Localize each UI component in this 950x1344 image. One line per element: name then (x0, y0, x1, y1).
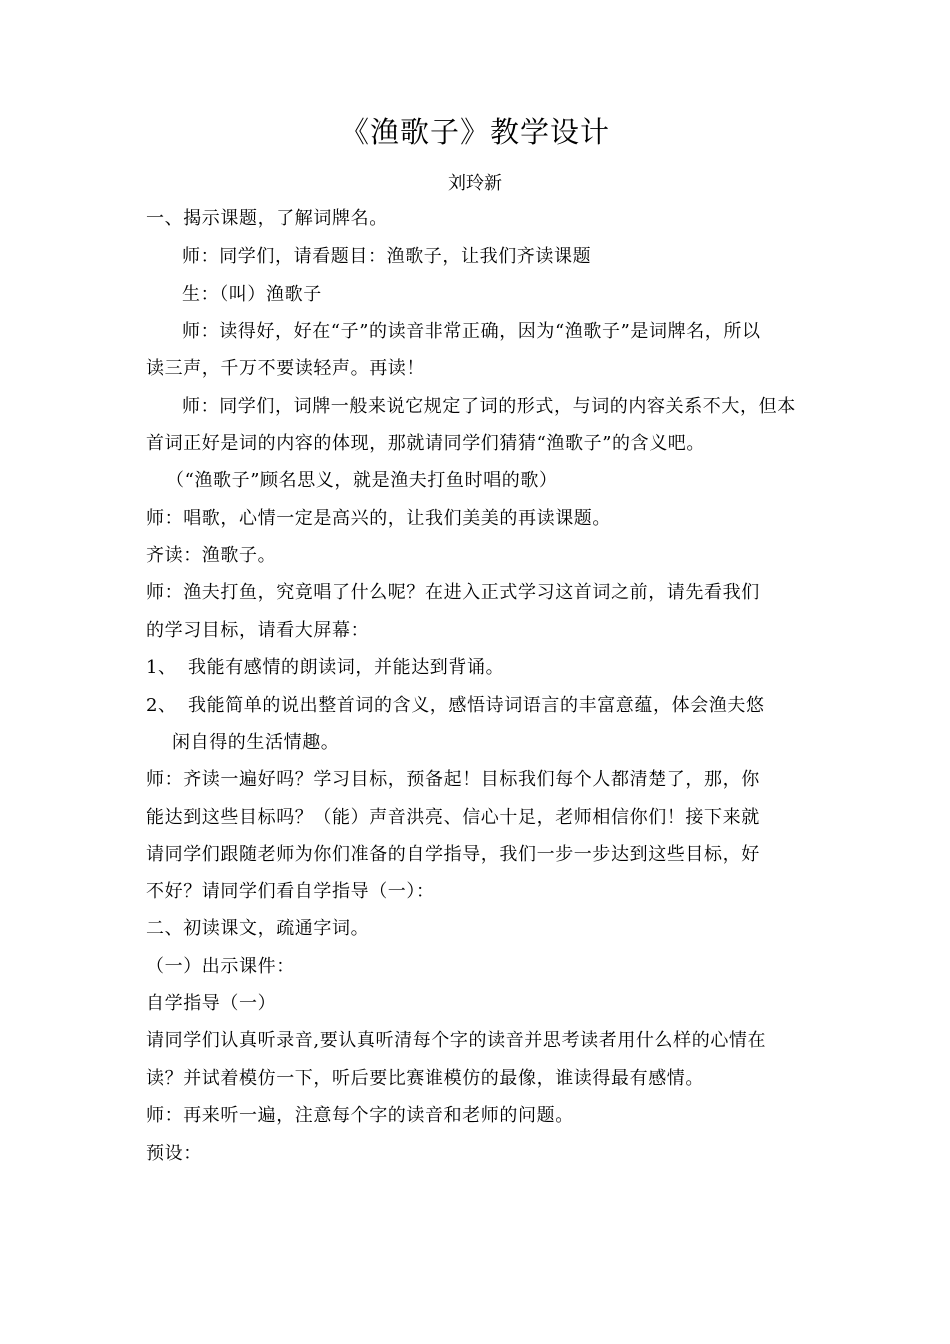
section-heading: 一、揭示课题，了解词牌名。 (146, 208, 388, 229)
paragraph-line: 生：（叫）渔歌子 (182, 284, 322, 305)
paragraph-line: 请同学们认真听录音,要认真听清每个字的读音并思考读者用什么样的心情在 (146, 1030, 767, 1051)
paragraph-line: （一）出示课件： (146, 956, 295, 977)
paragraph-line: 能达到这些目标吗？（能）声音洪亮、信心十足，老师相信你们！接下来就 (146, 807, 760, 828)
section-heading: 二、初读课文，疏通字词。 (146, 918, 370, 939)
paragraph-line: 请同学们跟随老师为你们准备的自学指导，我们一步一步达到这些目标，好 (146, 844, 760, 865)
paragraph-line: 读三声，千万不要读轻声。再读！ (146, 358, 425, 379)
list-item-text: 我能简单的说出整首词的含义，感悟诗词语言的丰富意蕴，体会渔夫悠 (188, 695, 765, 716)
list-item (146, 692, 826, 720)
paragraph-line: 师：读得好，好在“子”的读音非常正确，因为“渔歌子”是词牌名，所以 (182, 321, 761, 342)
list-number: 1、 (146, 657, 177, 678)
paragraph-line: 师：渔夫打鱼，究竟唱了什么呢？在进入正式学习这首词之前，请先看我们 (146, 582, 760, 603)
paragraph-line: 的学习目标，请看大屏幕： (146, 620, 370, 641)
paragraph-line: 师：同学们，词牌一般来说它规定了词的形式，与词的内容关系不大，但本 (182, 396, 796, 417)
paragraph-line: （“渔歌子”顾名思义，就是渔夫打鱼时唱的歌） (166, 470, 558, 491)
paragraph-line: 师：唱歌，心情一定是高兴的，让我们美美的再读课题。 (146, 508, 611, 529)
list-item-continuation: 闲自得的生活情趣。 (172, 732, 340, 753)
list-item-text: 我能有感情的朗读词，并能达到背诵。 (188, 657, 505, 678)
paragraph-line: 师：同学们，请看题目：渔歌子，让我们齐读课题 (182, 246, 592, 267)
list-item (146, 654, 826, 682)
document-title: 《渔歌子》教学设计 (339, 115, 610, 149)
paragraph-line: 师：再来听一遍，注意每个字的读音和老师的问题。 (146, 1105, 574, 1126)
paragraph-line: 自学指导（一） (146, 993, 277, 1014)
paragraph-line: 读？并试着模仿一下，听后要比赛谁模仿的最像，谁读得最有感情。 (146, 1068, 704, 1089)
paragraph-line: 师：齐读一遍好吗？学习目标，预备起！目标我们每个人都清楚了，那，你 (146, 769, 760, 790)
list-number: 2、 (146, 695, 177, 716)
paragraph-line: 不好？请同学们看自学指导（一）： (146, 881, 435, 902)
paragraph-line: 预设： (146, 1143, 202, 1164)
paragraph-line: 齐读：渔歌子。 (146, 545, 277, 566)
document-author: 刘玲新 (448, 173, 502, 194)
paragraph-line: 首词正好是词的内容的体现，那就请同学们猜猜“渔歌子”的含义吧。 (146, 433, 706, 454)
